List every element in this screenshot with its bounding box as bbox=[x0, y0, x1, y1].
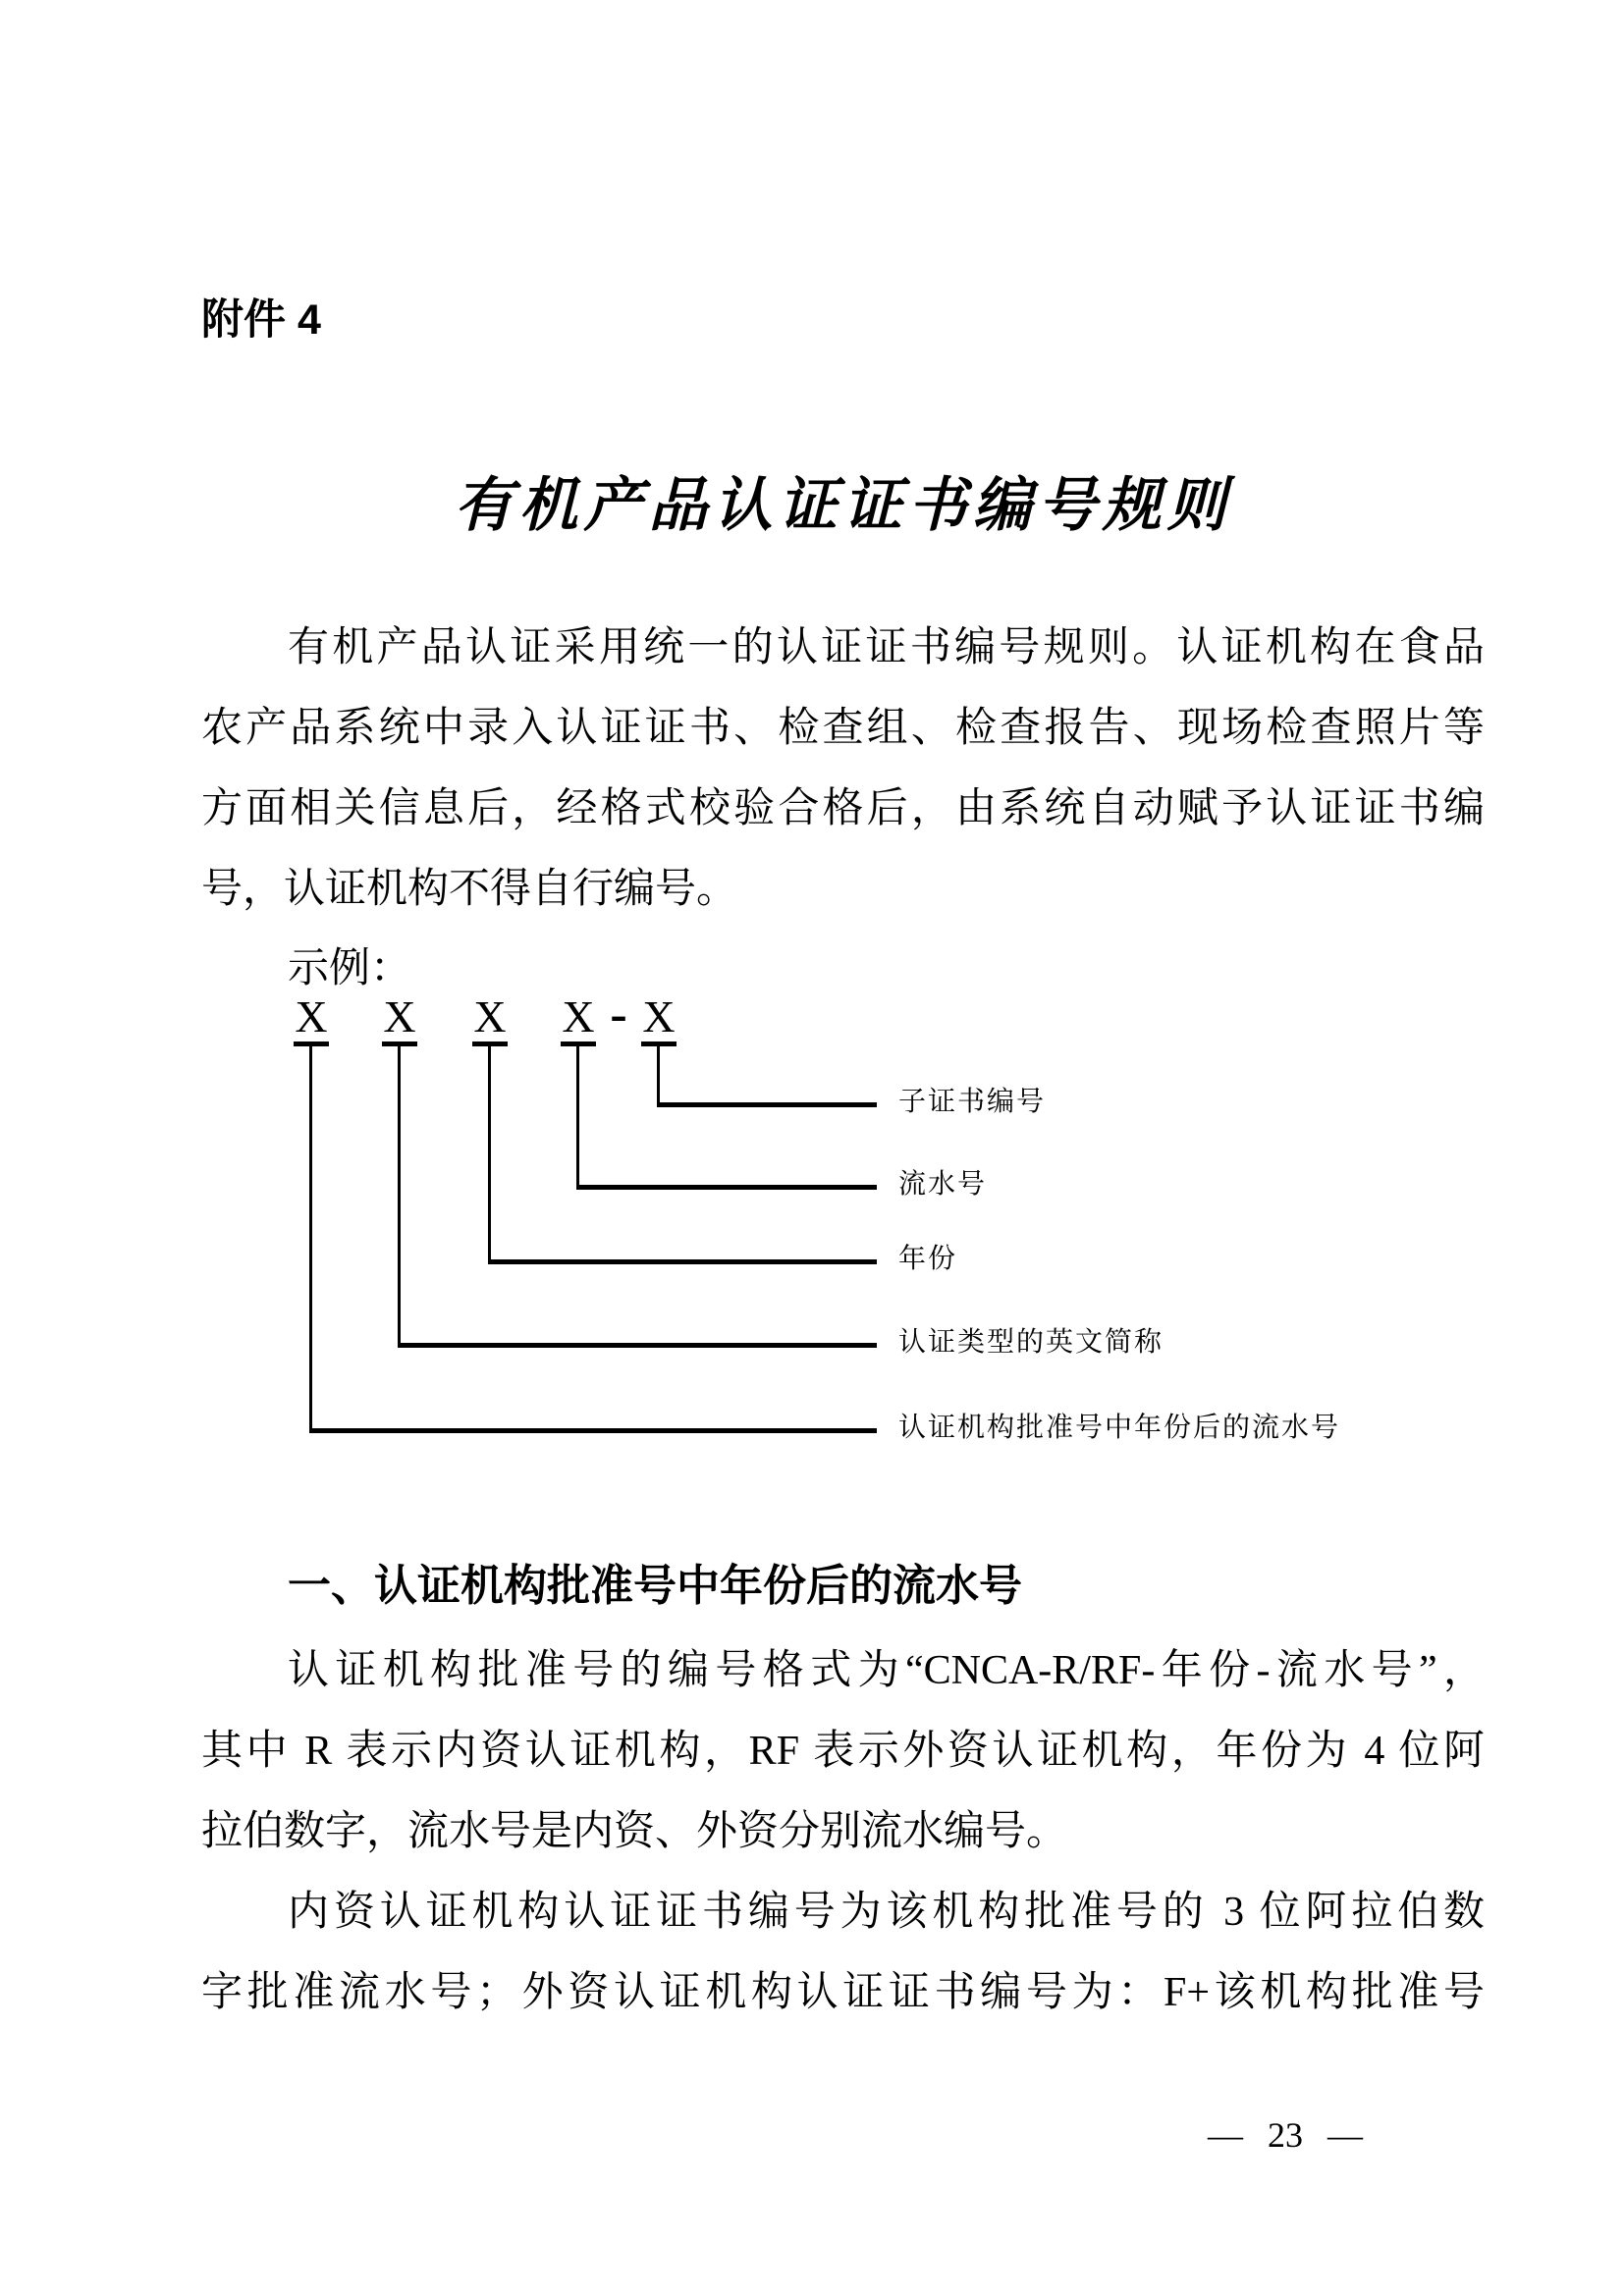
page-number: — 23 — bbox=[1208, 2115, 1363, 2155]
leader-vertical-2 bbox=[398, 1046, 401, 1348]
leader-vertical-4 bbox=[576, 1046, 579, 1190]
leader-horizontal-4 bbox=[576, 1185, 877, 1190]
leader-horizontal-5 bbox=[657, 1102, 877, 1107]
digit-placeholder-x5: X bbox=[642, 991, 676, 1041]
leader-horizontal-3 bbox=[488, 1259, 877, 1264]
label-agency-approval-serial: 认证机构批准号中年份后的流水号 bbox=[898, 1413, 1341, 1443]
body-line: 认证机构批准号的编号格式为“CNCA-R/RF-年份-流水号”， bbox=[288, 1648, 1485, 1693]
label-serial-number: 流水号 bbox=[898, 1169, 988, 1200]
leader-horizontal-2 bbox=[398, 1343, 877, 1348]
digit-placeholder-x2: X bbox=[383, 991, 416, 1041]
section-paragraph-2 bbox=[201, 1872, 1485, 2033]
digit-placeholder-x1: X bbox=[295, 991, 328, 1041]
intro-line: 方面相关信息后，经格式校验合格后，由系统自动赋予认证证书编 bbox=[201, 786, 1485, 831]
label-sub-certificate-number: 子证书编号 bbox=[898, 1087, 1047, 1117]
label-certification-type-abbr: 认证类型的英文简称 bbox=[898, 1327, 1164, 1358]
label-year: 年份 bbox=[898, 1244, 958, 1274]
digit-placeholder-x4: X bbox=[562, 991, 595, 1041]
body-line: 拉伯数字，流水号是内资、外资分别流水编号。 bbox=[201, 1809, 1068, 1854]
example-label: 示例： bbox=[288, 946, 412, 991]
body-line: 字批准流水号；外资认证机构认证证书编号为：F+该机构批准号 bbox=[201, 1970, 1485, 2015]
digit-placeholder-x3: X bbox=[473, 991, 507, 1041]
leader-vertical-1 bbox=[309, 1046, 312, 1433]
attachment-label: 附件 4 bbox=[201, 296, 321, 344]
section-heading: 一、认证机构批准号中年份后的流水号 bbox=[288, 1562, 1022, 1610]
leader-vertical-5 bbox=[657, 1046, 660, 1107]
leader-vertical-3 bbox=[488, 1046, 491, 1264]
document-title: 有机产品认证证书编号规则 bbox=[454, 471, 1232, 540]
body-line: 内资认证机构认证证书编号为该机构批准号的 3 位阿拉伯数 bbox=[288, 1890, 1485, 1935]
intro-line: 有机产品认证采用统一的认证证书编号规则。认证机构在食品 bbox=[288, 625, 1485, 670]
leader-horizontal-1 bbox=[309, 1428, 877, 1433]
body-line: 其中 R 表示内资认证机构，RF 表示外资认证机构，年份为 4 位阿 bbox=[201, 1729, 1485, 1774]
certificate-number-diagram bbox=[0, 987, 1624, 1502]
section-paragraph-1 bbox=[201, 1630, 1485, 1872]
intro-line: 号，认证机构不得自行编号。 bbox=[201, 867, 738, 912]
intro-paragraph bbox=[201, 608, 1485, 930]
intro-line: 农产品系统中录入认证证书、检查组、检查报告、现场检查照片等 bbox=[201, 706, 1485, 751]
hyphen-separator: - bbox=[610, 987, 627, 1042]
